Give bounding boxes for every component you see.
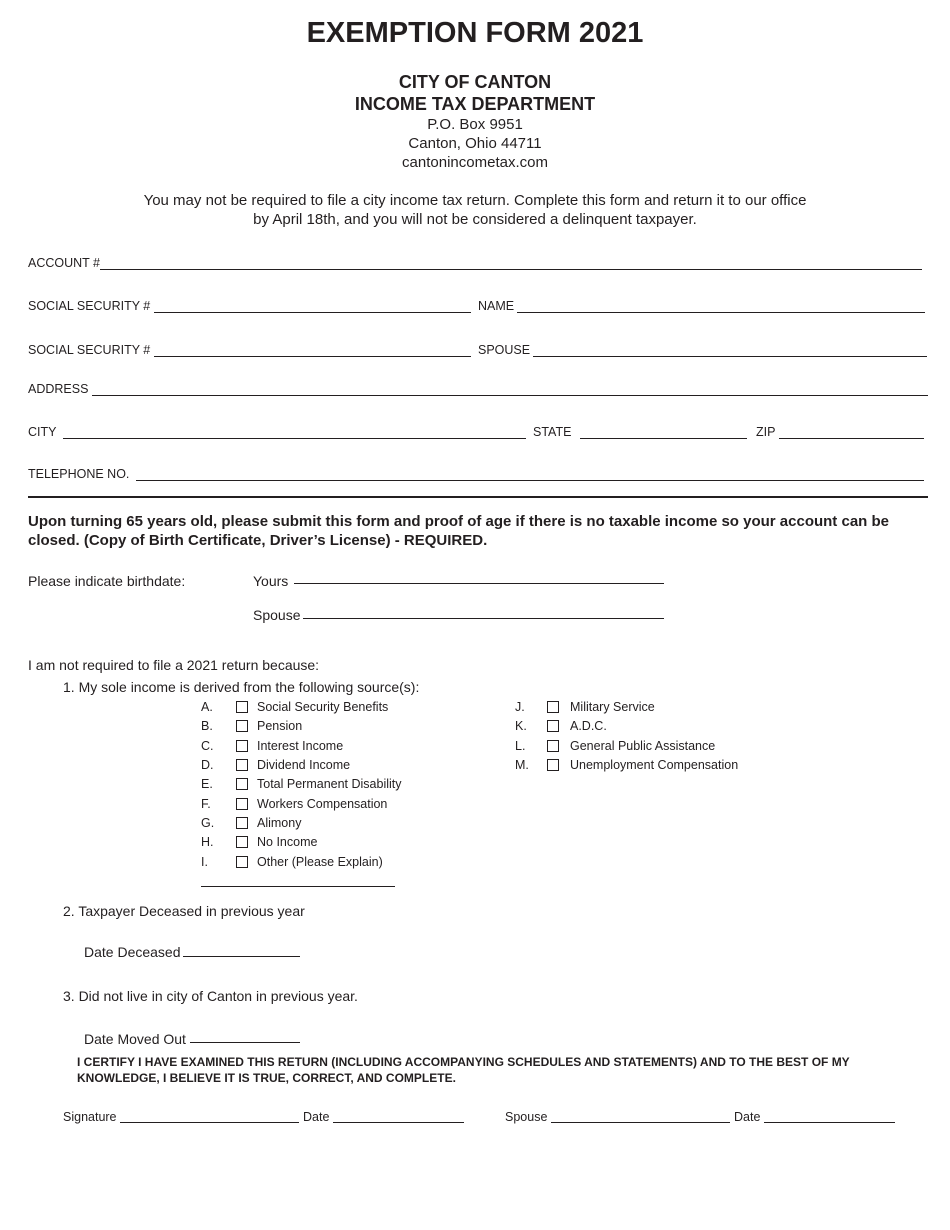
checkbox-unemployment-compensation[interactable] — [547, 759, 559, 771]
intro-line-2: by April 18th, and you will not be considered a delinquent taxpayer. — [253, 211, 697, 228]
city-state: Canton, Ohio 44711 — [408, 135, 542, 152]
signature-label: Signature — [63, 1110, 117, 1124]
account-field[interactable] — [100, 269, 922, 270]
spouse-signature-field[interactable] — [551, 1122, 730, 1123]
zip-label: ZIP — [756, 425, 776, 439]
item-letter: I. — [201, 855, 208, 869]
checkbox-alimony[interactable] — [236, 817, 248, 829]
checkbox-general-public-assistance[interactable] — [547, 740, 559, 752]
item-label: Dividend Income — [257, 758, 351, 772]
birthdate-spouse-field[interactable] — [303, 618, 664, 619]
item-letter: J. — [515, 700, 525, 714]
state-label: STATE — [533, 425, 572, 439]
spouse-label: SPOUSE — [478, 343, 531, 357]
telephone-field[interactable] — [136, 480, 924, 481]
date-deceased-field[interactable] — [183, 956, 300, 957]
item-letter: F. — [201, 797, 211, 811]
checkbox-interest-income[interactable] — [236, 740, 248, 752]
item-label: Pension — [257, 719, 303, 733]
birthdate-yours-label: Yours — [253, 573, 289, 589]
item-label: No Income — [257, 835, 318, 849]
item-letter: K. — [515, 719, 527, 733]
spouse-date-field[interactable] — [764, 1122, 895, 1123]
intro-line-1: You may not be required to file a city income tax return. Complete this form and return it to our office — [143, 192, 807, 209]
checkbox-adc[interactable] — [547, 720, 559, 732]
ssn-field-2[interactable] — [154, 356, 471, 357]
item-label: Interest Income — [257, 739, 344, 753]
intro-text — [0, 191, 950, 229]
section-divider — [28, 496, 928, 498]
department-name: INCOME TAX DEPARTMENT — [354, 94, 596, 114]
item-label: Social Security Benefits — [257, 700, 389, 714]
checkbox-other[interactable] — [236, 856, 248, 868]
date-moved-label: Date Moved Out — [84, 1031, 186, 1047]
certification-statement: I CERTIFY I HAVE EXAMINED THIS RETURN (INCLUDING ACCOMPANYING SCHEDULES AND STATEMENTS) AND TO THE BEST OF MY KNOWLEDGE, I BELIEVE IT IS TRUE, CORRECT, AND COMPLETE. — [77, 1055, 850, 1085]
signature-date-label: Date — [303, 1110, 330, 1124]
checkbox-dividend-income[interactable] — [236, 759, 248, 771]
state-field[interactable] — [580, 438, 747, 439]
age-notice: Upon turning 65 years old, please submit this form and proof of age if there is no taxable income so your account can be closed. (Copy of Birth Certificate, Driver’s License) - REQUIRED. — [28, 513, 889, 549]
po-box: P.O. Box 9951 — [427, 116, 523, 133]
item-letter: C. — [201, 739, 214, 753]
item-label: General Public Assistance — [570, 739, 716, 753]
checkbox-workers-compensation[interactable] — [236, 798, 248, 810]
checkbox-no-income[interactable] — [236, 836, 248, 848]
item-label: Alimony — [257, 816, 302, 830]
item-letter: A. — [201, 700, 213, 714]
checkbox-military-service[interactable] — [547, 701, 559, 713]
ssn-label-2: SOCIAL SECURITY # — [28, 343, 151, 357]
birthdate-label: Please indicate birthdate: — [28, 573, 186, 589]
birthdate-yours-field[interactable] — [294, 583, 664, 584]
address-field[interactable] — [92, 395, 928, 396]
checkbox-social-security[interactable] — [236, 701, 248, 713]
item-label: A.D.C. — [570, 719, 607, 733]
reasons-intro: I am not required to file a 2021 return because: — [28, 657, 320, 673]
reason-3: 3. Did not live in city of Canton in previous year. — [63, 988, 358, 1004]
spouse-signature-label: Spouse — [505, 1110, 548, 1124]
account-label: ACCOUNT # — [28, 256, 101, 270]
reason-2: 2. Taxpayer Deceased in previous year — [63, 903, 305, 919]
signature-date-field[interactable] — [333, 1122, 464, 1123]
reason-1: 1. My sole income is derived from the following source(s): — [63, 679, 420, 695]
item-label: Total Permanent Disability — [257, 777, 402, 791]
item-letter: B. — [201, 719, 213, 733]
name-label: NAME — [478, 299, 515, 313]
signature-field[interactable] — [120, 1122, 299, 1123]
birthdate-spouse-label: Spouse — [253, 607, 301, 623]
spouse-date-label: Date — [734, 1110, 761, 1124]
form-title: EXEMPTION FORM 2021 — [306, 17, 644, 49]
item-label: Unemployment Compensation — [570, 758, 739, 772]
city-label: CITY — [28, 425, 57, 439]
ssn-field-1[interactable] — [154, 312, 471, 313]
item-label: Military Service — [570, 700, 655, 714]
name-field[interactable] — [517, 312, 925, 313]
telephone-label: TELEPHONE NO. — [28, 467, 130, 481]
spouse-field[interactable] — [533, 356, 927, 357]
date-deceased-label: Date Deceased — [84, 944, 181, 960]
checkbox-pension[interactable] — [236, 720, 248, 732]
item-letter: D. — [201, 758, 214, 772]
address-label: ADDRESS — [28, 382, 89, 396]
zip-field[interactable] — [779, 438, 924, 439]
item-letter: L. — [515, 739, 526, 753]
date-moved-field[interactable] — [190, 1042, 300, 1043]
item-letter: E. — [201, 777, 213, 791]
item-letter: M. — [515, 758, 529, 772]
ssn-label-1: SOCIAL SECURITY # — [28, 299, 151, 313]
checkbox-total-permanent-disability[interactable] — [236, 778, 248, 790]
item-letter: G. — [201, 816, 215, 830]
other-explain-field[interactable] — [201, 886, 395, 887]
item-label: Workers Compensation — [257, 797, 388, 811]
city-field[interactable] — [63, 438, 526, 439]
org-name: CITY OF CANTON — [398, 72, 552, 92]
website: cantonincometax.com — [402, 154, 548, 171]
item-label: Other (Please Explain) — [257, 855, 383, 869]
item-letter: H. — [201, 835, 214, 849]
